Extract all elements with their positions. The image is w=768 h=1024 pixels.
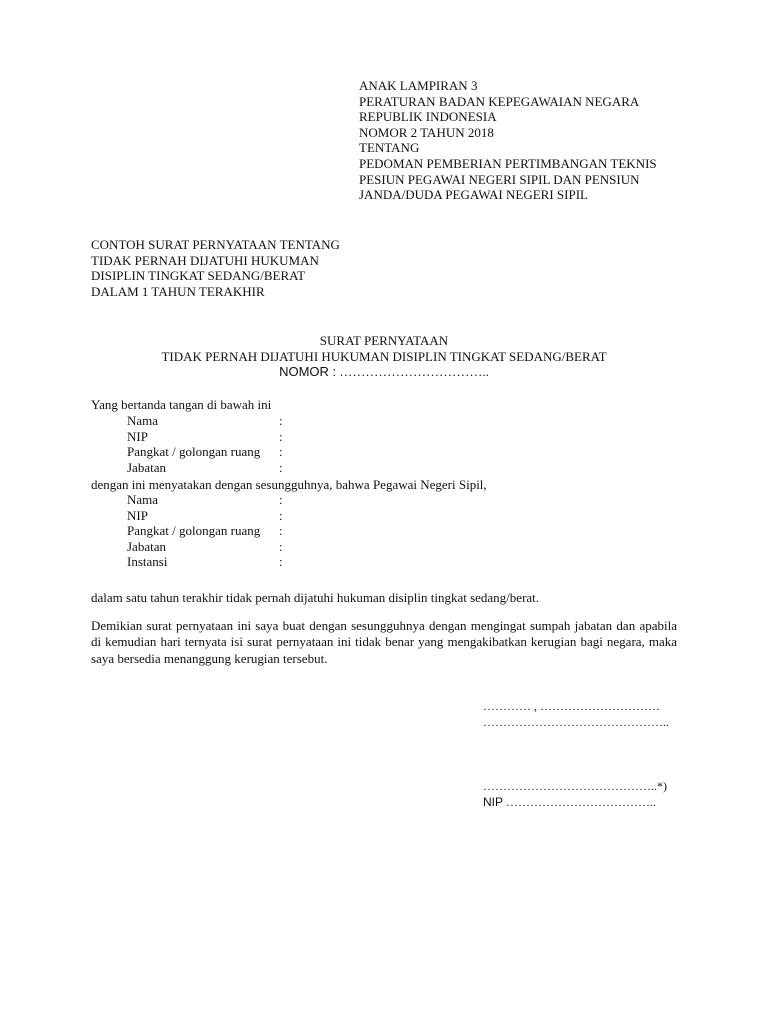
field-label: Jabatan	[127, 538, 166, 554]
place-date-line-1: ………… , …………………………	[483, 699, 660, 713]
example-title-line: DALAM 1 TAHUN TERAKHIR	[91, 283, 265, 299]
example-title-line: DISIPLIN TINGKAT SEDANG/BERAT	[91, 268, 306, 284]
field-label: Nama	[127, 492, 159, 507]
field-row	[127, 429, 289, 445]
field-colon: :	[279, 413, 283, 428]
signature-nip-line	[483, 795, 667, 811]
field-label: Instansi	[127, 554, 168, 570]
example-title	[91, 237, 340, 299]
signature-name-line: ……………………………………..*)	[483, 779, 667, 793]
statement-number	[91, 364, 677, 380]
nip-label: NIP	[483, 794, 504, 809]
field-label: NIP	[127, 428, 148, 444]
field-colon: :	[279, 554, 283, 570]
signature-block	[483, 779, 667, 810]
closing-paragraph-1: dalam satu tahun terakhir tidak pernah dijatuhi hukuman disiplin tingkat sedang/berat.	[91, 590, 540, 605]
statement-title: SURAT PERNYATAAN	[319, 333, 449, 348]
field-row	[127, 539, 289, 555]
header-line: REPUBLIK INDONESIA	[359, 109, 497, 125]
field-colon: :	[279, 523, 283, 539]
attachment-header	[359, 78, 657, 203]
closing-paragraph-2	[91, 618, 677, 667]
header-line: PEDOMAN PEMBERIAN PERTIMBANGAN TEKNIS	[359, 155, 657, 171]
field-colon: :	[279, 428, 283, 444]
field-row	[127, 413, 289, 429]
field-label: Pangkat / golongan ruang	[127, 523, 261, 539]
field-label: Nama	[127, 413, 159, 428]
header-line: PERATURAN BADAN KEPEGAWAIAN NEGARA	[359, 93, 640, 109]
header-line: ANAK LAMPIRAN 3	[359, 78, 478, 93]
field-colon: :	[279, 538, 283, 554]
statement-heading	[91, 333, 677, 380]
field-colon: :	[279, 507, 283, 523]
number-label: NOMOR :	[279, 364, 337, 380]
field-label: Jabatan	[127, 459, 166, 475]
place-date	[483, 699, 669, 730]
field-row	[127, 444, 289, 460]
intro-text: Yang bertanda tangan di bawah ini	[91, 397, 272, 412]
declaration-text: dengan ini menyatakan dengan sesungguhnya, bahwa Pegawai Negeri Sipil,	[91, 477, 487, 492]
statement-subtitle: TIDAK PERNAH DIJATUHI HUKUMAN DISIPLIN TINGKAT SEDANG/BERAT	[161, 348, 607, 364]
example-title-line: TIDAK PERNAH DIJATUHI HUKUMAN	[91, 252, 319, 268]
signer-fields	[127, 413, 289, 475]
field-row	[127, 460, 289, 476]
field-row	[127, 508, 289, 524]
field-row	[127, 523, 289, 539]
nip-dots: ………………………………..	[503, 794, 657, 809]
field-colon: :	[279, 444, 283, 460]
field-label: NIP	[127, 507, 148, 523]
employee-fields	[127, 492, 289, 570]
place-date-line-2: ………………………………………..	[483, 714, 669, 729]
field-colon: :	[279, 459, 283, 475]
example-title-line: CONTOH SURAT PERNYATAAN TENTANG	[91, 237, 340, 252]
field-colon: :	[279, 492, 283, 507]
field-row	[127, 554, 289, 570]
closing-paragraph-2-text: Demikian surat pernyataan ini saya buat dengan sesungguhnya dengan mengingat sumpah jabatan dan apabila di kemudian hari ternyata isi surat pernyataan ini tidak benar yang mengakibatkan kerugian bagi negara, maka saya bersedia menanggung kerugian tersebut.	[91, 618, 677, 666]
number-dots: ……………………………..	[336, 364, 489, 380]
header-line: NOMOR 2 TAHUN 2018	[359, 124, 494, 140]
field-label: Pangkat / golongan ruang	[127, 444, 261, 460]
header-line: PESIUN PEGAWAI NEGERI SIPIL DAN PENSIUN	[359, 171, 640, 187]
header-line: TENTANG	[359, 140, 420, 156]
header-line: JANDA/DUDA PEGAWAI NEGERI SIPIL	[359, 187, 588, 203]
field-row	[127, 492, 289, 508]
